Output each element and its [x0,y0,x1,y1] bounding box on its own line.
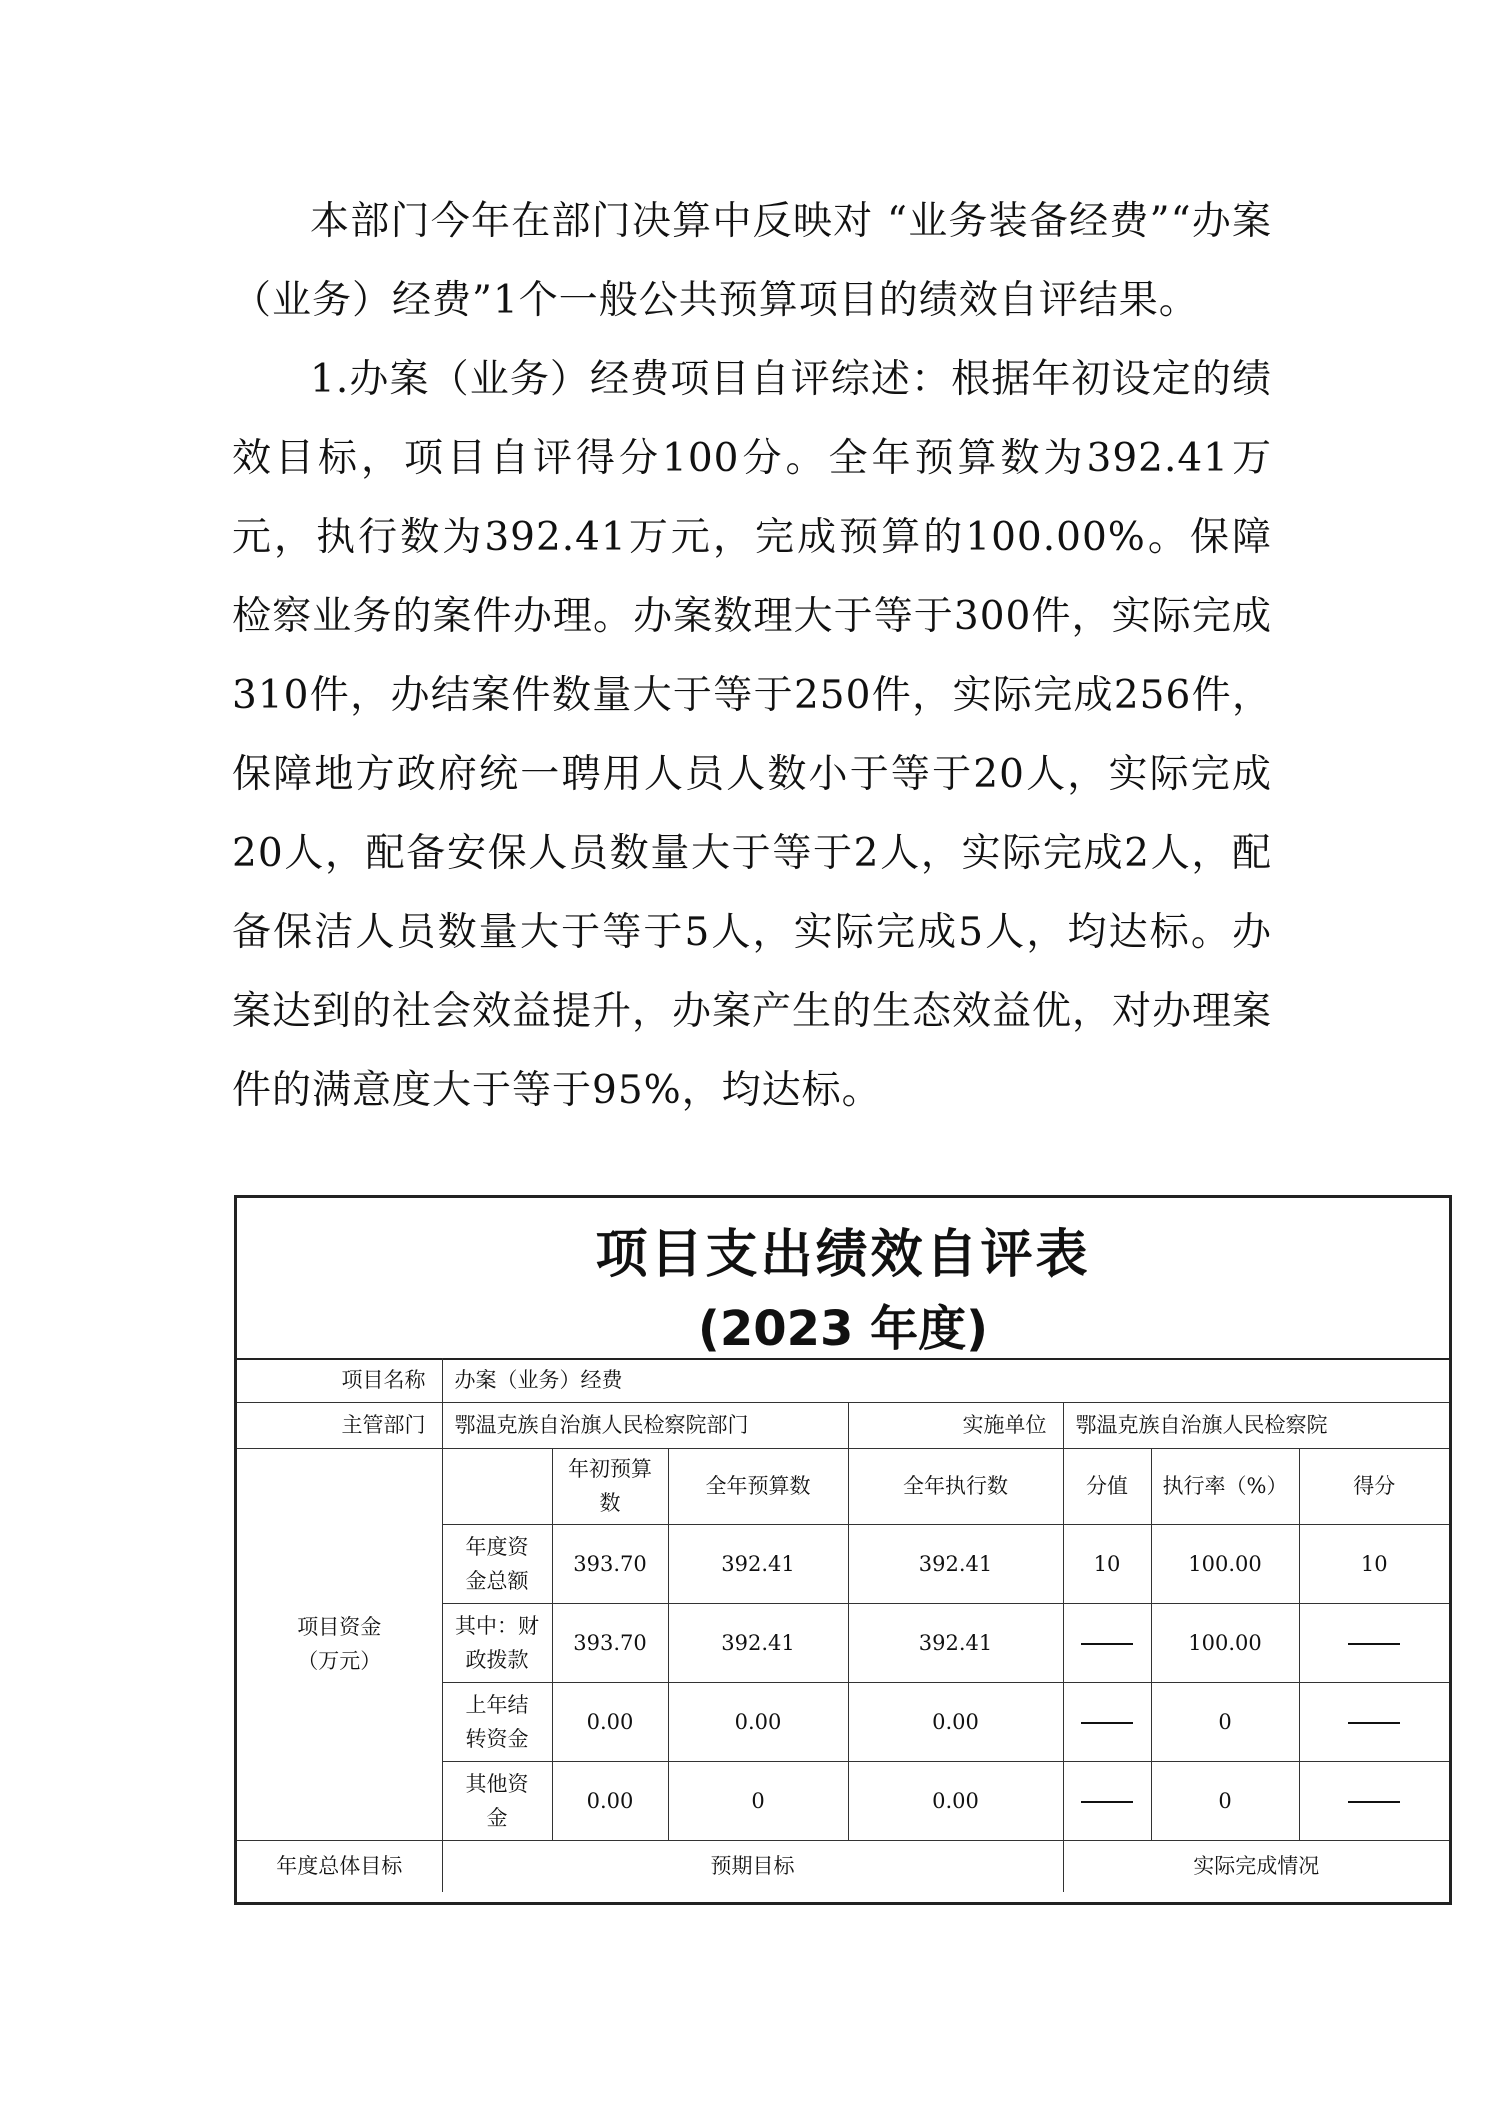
cell-score-value-dash [1063,1761,1151,1840]
row-label: 其中：财 政拨款 [442,1603,552,1682]
impl-label: 实施单位 [848,1402,1063,1448]
row-headers [237,1448,1449,1524]
cell-annual: 392.41 [668,1524,848,1603]
cell-annual: 0.00 [668,1682,848,1761]
cell-score-dash [1299,1603,1449,1682]
dash-mark [1081,1643,1133,1645]
cell-annual: 0 [668,1761,848,1840]
table-title-block [237,1198,1449,1360]
row-label: 年度资 金总额 [442,1524,552,1603]
cell-score-dash [1299,1761,1449,1840]
cell-rate: 0 [1151,1761,1299,1840]
header-annual: 全年预算数 [668,1448,848,1524]
cell-annual: 392.41 [668,1603,848,1682]
expected-label: 预期目标 [442,1840,1063,1892]
table-subtitle: (2023 年度) [697,1301,989,1357]
cell-initial: 0.00 [552,1682,668,1761]
row-department [237,1402,1449,1448]
cell-executed: 392.41 [848,1603,1063,1682]
performance-table [234,1195,1452,1905]
row-label: 上年结 转资金 [442,1682,552,1761]
table-grid [237,1358,1449,1892]
summary-paragraph: 1.办案（业务）经费项目自评综述：根据年初设定的绩效目标，项目自评得分100分。全年预算数为392.41万元，执行数为392.41万元，完成预算的100.00%。保障检察业务的案件办理。办案数理大于等于300件，实际完成310件，办结案件数量大于等于250件，实际完成256件，保障地方政府统一聘用人员人数小于等于20人，实际完成20人，配备安保人员数量大于等于2人，实际完成2人，配备保洁人员数量大于等于5人，实际完成5人，均达标。办案达到的社会效益提升，办案产生的生态效益优，对办理案件的满意度大于等于95%，均达标。 [232,357,1273,1113]
cell-score: 10 [1299,1524,1449,1603]
dept-label: 主管部门 [237,1402,442,1448]
cell-executed: 392.41 [848,1524,1063,1603]
intro-paragraph: 本部门今年在部门决算中反映对 “业务装备经费”“办案（业务）经费”1个一般公共预算项目的绩效自评结果。 [232,199,1272,323]
row-label: 其他资 金 [442,1761,552,1840]
cell-score-value-dash [1063,1603,1151,1682]
dash-mark [1081,1722,1133,1724]
header-executed: 全年执行数 [848,1448,1063,1524]
cell-score-dash [1299,1682,1449,1761]
project-name-value: 办案（业务）经费 [442,1358,1449,1402]
header-score-value: 分值 [1063,1448,1151,1524]
cell-initial: 393.70 [552,1603,668,1682]
header-empty [442,1448,552,1524]
project-name-label: 项目名称 [237,1358,442,1402]
goal-label: 年度总体目标 [237,1840,442,1892]
cell-rate: 100.00 [1151,1603,1299,1682]
dash-mark [1081,1801,1133,1803]
header-rate: 执行率（%） [1151,1448,1299,1524]
cell-rate: 0 [1151,1682,1299,1761]
dash-mark [1348,1722,1400,1724]
cell-executed: 0.00 [848,1682,1063,1761]
actual-label: 实际完成情况 [1063,1840,1449,1892]
header-score: 得分 [1299,1448,1449,1524]
impl-value: 鄂温克族自治旗人民检察院 [1063,1402,1449,1448]
cell-score-value: 10 [1063,1524,1151,1603]
dept-value: 鄂温克族自治旗人民检察院部门 [442,1402,848,1448]
row-goals [237,1840,1449,1892]
dash-mark [1348,1643,1400,1645]
row-project-name [237,1358,1449,1402]
cell-initial: 393.70 [552,1524,668,1603]
cell-rate: 100.00 [1151,1524,1299,1603]
cell-initial: 0.00 [552,1761,668,1840]
funds-label: 项目资金 （万元） [237,1448,442,1840]
dash-mark [1348,1801,1400,1803]
cell-score-value-dash [1063,1682,1151,1761]
table-title: 项目支出绩效自评表 [595,1225,1091,1285]
cell-executed: 0.00 [848,1761,1063,1840]
header-initial: 年初预算 数 [552,1448,668,1524]
